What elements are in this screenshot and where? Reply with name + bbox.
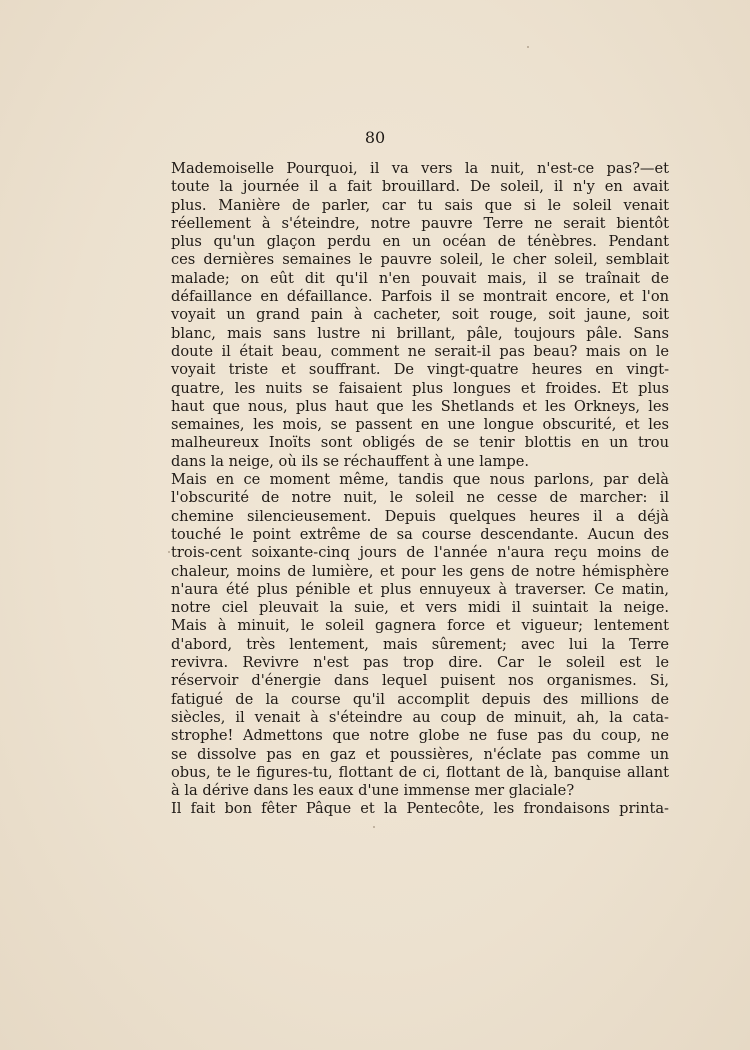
text-line: semaines, les mois, se passent en une longue obscurité, et les	[171, 416, 669, 434]
text-line: d'abord, très lentement, mais sûrement; avec lui la Terre	[171, 635, 669, 653]
text-line: blanc, mais sans lustre ni brillant, pâle, toujours pâle. Sans	[171, 324, 669, 342]
paper-speck	[168, 551, 170, 553]
text-line: défaillance en défaillance. Parfois il se montrait encore, et l'on	[171, 288, 669, 306]
text-line: Mais à minuit, le soleil gagnera force et vigueur; lentement	[171, 617, 669, 635]
text-line: à la dérive dans les eaux d'une immense mer glaciale?	[171, 782, 575, 800]
body-text	[171, 160, 669, 819]
text-line: réservoir d'énergie dans lequel puisent nos organismes. Si,	[171, 672, 669, 690]
text-line: voyait un grand pain à cacheter, soit rouge, soit jaune, soit	[171, 306, 669, 324]
paper-speck	[527, 46, 529, 48]
text-line: haut que nous, plus haut que les Shetlands et les Orkneys, les	[171, 397, 669, 415]
text-line: voyait triste et souffrant. De vingt-quatre heures en vingt-	[171, 361, 669, 379]
text-line: dans la neige, où ils se réchauffent à une lampe.	[171, 452, 530, 470]
text-line: touché le point extrême de sa course descendante. Aucun des	[171, 525, 669, 543]
text-line: notre ciel pleuvait la suie, et vers midi il suintait la neige.	[171, 599, 669, 617]
text-line: chaleur, moins de lumière, et pour les gens de notre hémisphère	[171, 562, 669, 580]
text-line: Mademoiselle Pourquoi, il va vers la nuit, n'est-ce pas?—et	[171, 160, 669, 177]
text-line: plus. Manière de parler, car tu sais que si le soleil venait	[171, 196, 669, 214]
text-line: trois-cent soixante-cinq jours de l'année n'aura reçu moins de	[171, 544, 669, 562]
text-line: fatigué de la course qu'il accomplit depuis des millions de	[171, 690, 669, 708]
page-number: 80	[364, 128, 386, 147]
text-line: l'obscurité de notre nuit, le soleil ne cesse de marcher: il	[171, 489, 669, 507]
text-line: Il fait bon fêter Pâque et la Pentecôte, les frondaisons printa-	[171, 800, 669, 818]
text-line: ces dernières semaines le pauvre soleil, le cher soleil, semblait	[171, 251, 669, 269]
text-line: quatre, les nuits se faisaient plus longues et froides. Et plus	[171, 379, 669, 397]
text-line: n'aura été plus pénible et plus ennuyeux à traverser. Ce matin,	[171, 580, 669, 598]
text-line: strophe! Admettons que notre globe ne fuse pas du coup, ne	[171, 727, 669, 745]
text-line: siècles, il venait à s'éteindre au coup de minuit, ah, la cata-	[171, 708, 669, 726]
text-line: obus, te le figures-tu, flottant de ci, flottant de là, banquise allant	[171, 763, 669, 781]
text-line: malheureux Inoïts sont obligés de se tenir blottis en un trou	[171, 434, 669, 452]
text-line: plus qu'un glaçon perdu en un océan de ténèbres. Pendant	[171, 233, 669, 251]
text-line: toute la journée il a fait brouillard. De soleil, il n'y en avait	[171, 178, 669, 196]
text-line: réellement à s'éteindre, notre pauvre Terre ne serait bientôt	[171, 214, 669, 232]
paper-speck	[373, 826, 375, 828]
text-line: doute il était beau, comment ne serait-il pas beau? mais on le	[171, 342, 669, 360]
text-line: revivra. Revivre n'est pas trop dire. Car le soleil est le	[171, 654, 669, 672]
text-line: Mais en ce moment même, tandis que nous parlons, par delà	[171, 471, 669, 489]
text-line: se dissolve pas en gaz et poussières, n'éclate pas comme un	[171, 745, 669, 763]
text-line: malade; on eût dit qu'il n'en pouvait mais, il se traînait de	[171, 269, 669, 287]
text-line: chemine silencieusement. Depuis quelques heures il a déjà	[171, 507, 669, 525]
